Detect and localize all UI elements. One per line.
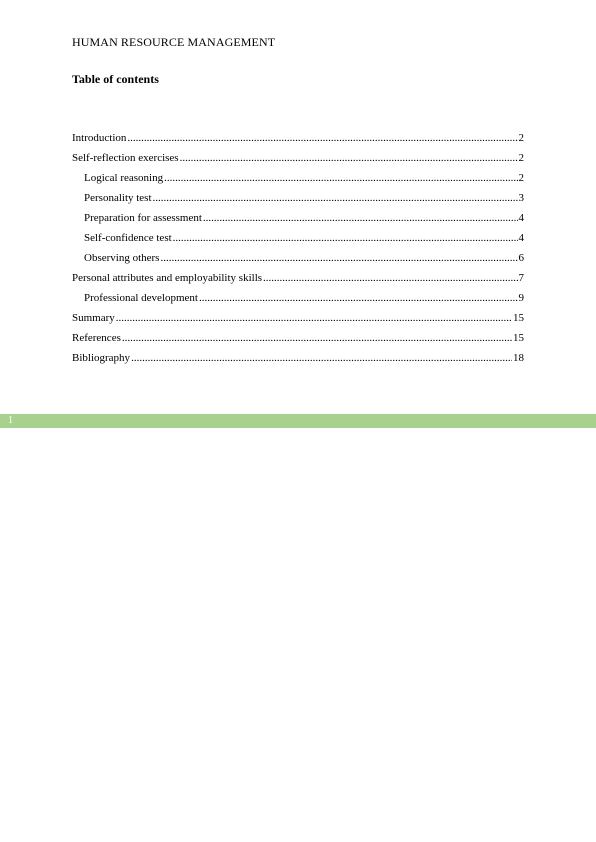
toc-dot-leader bbox=[116, 310, 512, 326]
toc-entry-references[interactable] bbox=[72, 330, 524, 350]
toc-entry-label: Self-confidence test bbox=[84, 232, 172, 244]
toc-entry-page: 9 bbox=[518, 292, 524, 304]
toc-dot-leader bbox=[173, 230, 518, 246]
document-header-title: HUMAN RESOURCE MANAGEMENT bbox=[72, 35, 276, 49]
page-number: 1 bbox=[8, 415, 13, 426]
toc-entry-label: Professional development bbox=[84, 292, 198, 304]
toc-dot-leader bbox=[153, 190, 518, 206]
toc-entry-label: Personality test bbox=[84, 192, 152, 204]
toc-entry-label: Preparation for assessment bbox=[84, 212, 202, 224]
toc-entry-label: Observing others bbox=[84, 252, 160, 264]
toc-entry-page: 4 bbox=[518, 232, 524, 244]
toc-entry-page: 2 bbox=[518, 172, 524, 184]
toc-entry-page: 15 bbox=[513, 312, 524, 324]
toc-entry-self-confidence-test[interactable] bbox=[72, 230, 524, 250]
toc-entry-label: Introduction bbox=[72, 132, 127, 144]
toc-entry-personality-test[interactable] bbox=[72, 190, 524, 210]
toc-dot-leader bbox=[180, 150, 518, 166]
toc-entry-professional-development[interactable] bbox=[72, 290, 524, 310]
toc-entry-page: 2 bbox=[518, 152, 524, 164]
toc-entry-page: 2 bbox=[518, 132, 524, 144]
toc-entry-observing-others[interactable] bbox=[72, 250, 524, 270]
toc-entry-introduction[interactable] bbox=[72, 130, 524, 150]
table-of-contents bbox=[72, 130, 524, 370]
toc-entry-personal-attributes[interactable] bbox=[72, 270, 524, 290]
toc-entry-label: Summary bbox=[72, 312, 115, 324]
toc-entry-self-reflection-exercises[interactable] bbox=[72, 150, 524, 170]
toc-dot-leader bbox=[122, 330, 512, 346]
toc-entry-preparation-for-assessment[interactable] bbox=[72, 210, 524, 230]
toc-entry-page: 4 bbox=[518, 212, 524, 224]
toc-dot-leader bbox=[199, 290, 518, 306]
toc-dot-leader bbox=[164, 170, 517, 186]
toc-entry-summary[interactable] bbox=[72, 310, 524, 330]
toc-entry-page: 15 bbox=[513, 332, 524, 344]
footer-band bbox=[0, 414, 596, 428]
toc-entry-bibliography[interactable] bbox=[72, 350, 524, 370]
toc-heading: Table of contents bbox=[72, 72, 159, 86]
toc-entry-label: Self-reflection exercises bbox=[72, 152, 179, 164]
toc-entry-page: 6 bbox=[518, 252, 524, 264]
toc-dot-leader bbox=[203, 210, 518, 226]
toc-dot-leader bbox=[263, 270, 517, 286]
toc-entry-label: Logical reasoning bbox=[84, 172, 164, 184]
toc-entry-label: Personal attributes and employability skills bbox=[72, 272, 263, 284]
toc-entry-page: 18 bbox=[513, 352, 524, 364]
toc-dot-leader bbox=[131, 350, 512, 366]
toc-entry-label: Bibliography bbox=[72, 352, 131, 364]
toc-entry-label: References bbox=[72, 332, 121, 344]
toc-entry-page: 3 bbox=[518, 192, 524, 204]
toc-dot-leader bbox=[127, 130, 517, 146]
toc-entry-page: 7 bbox=[518, 272, 524, 284]
toc-dot-leader bbox=[160, 250, 517, 266]
toc-entry-logical-reasoning[interactable] bbox=[72, 170, 524, 190]
